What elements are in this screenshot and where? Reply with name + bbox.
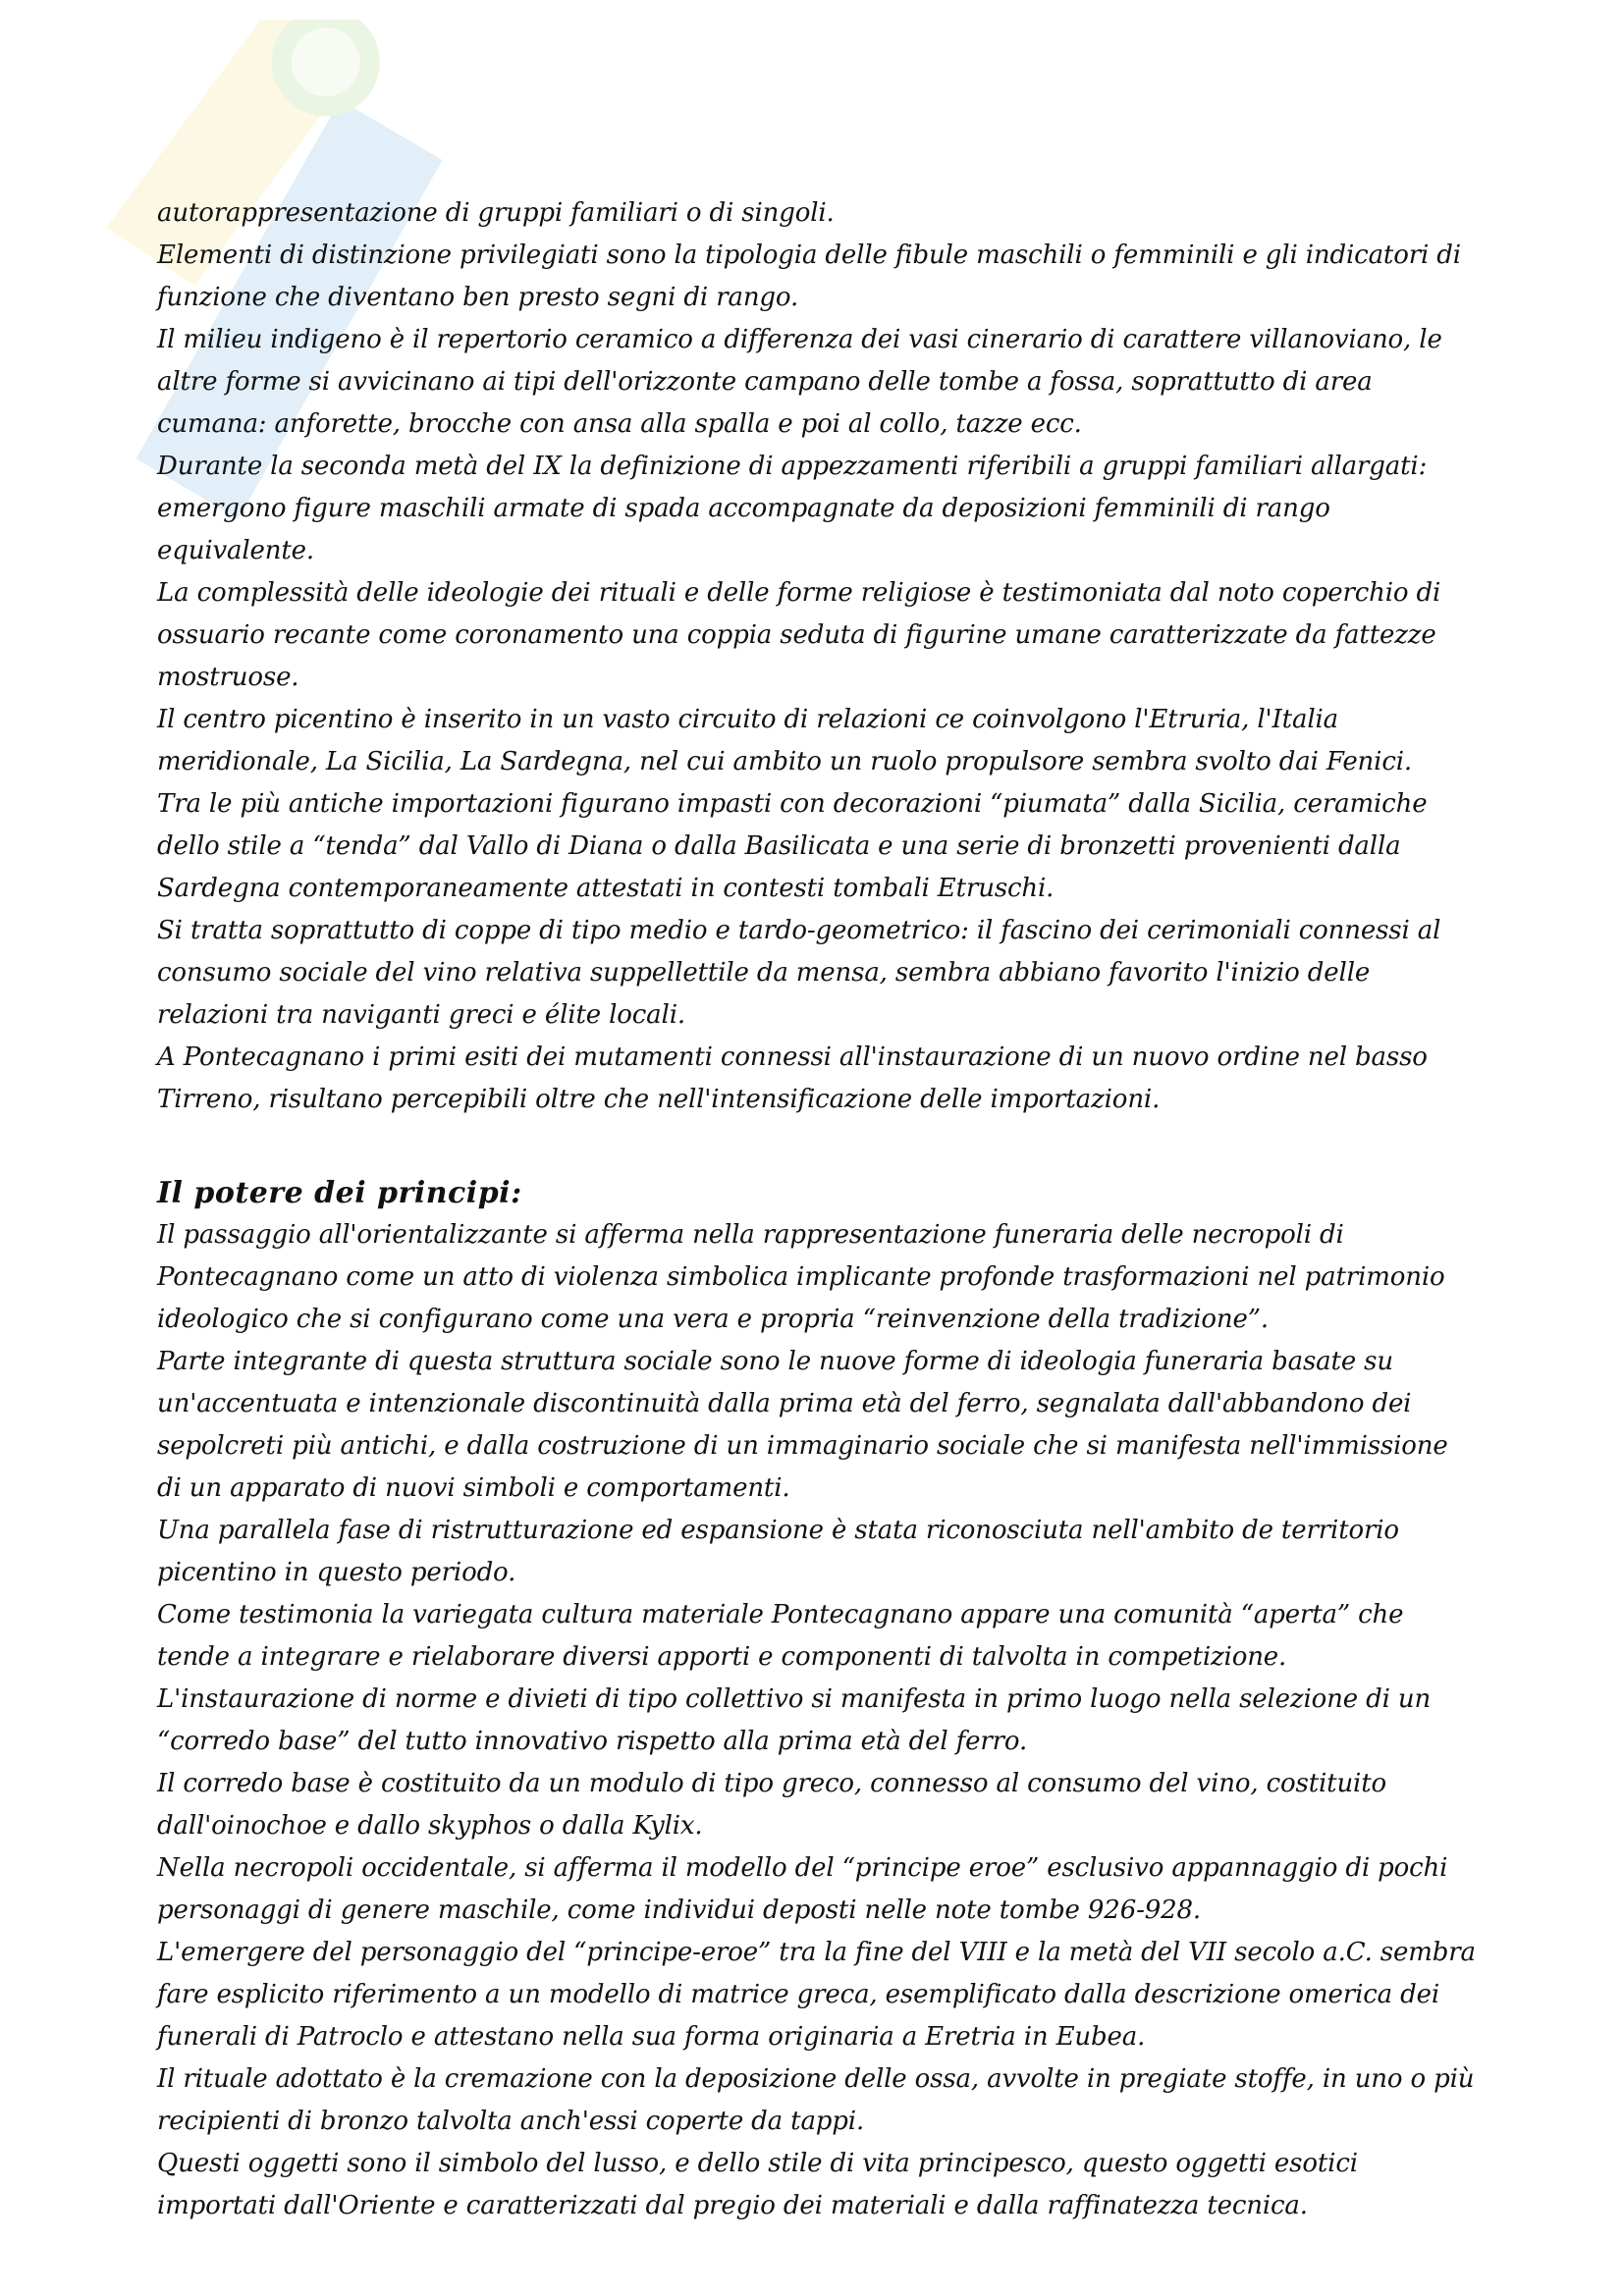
paragraph: Nella necropoli occidentale, si afferma il modello del “principe eroe” esclusivo appannaggio di pochi personaggi di genere maschile, come individui deposti nelle note tombe 926-928.	[157, 1853, 1448, 1925]
paragraph: Una parallela fase di ristrutturazione ed espansione è stata riconosciuta nell'ambito de territorio picentino in questo periodo.	[157, 1516, 1399, 1587]
paragraph: L'emergere del personaggio del “principe-eroe” tra la fine del VIII e la metà del VII secolo a.C. sembra fare esplicito riferimento a un modello di matrice greca, esemplificato dalla descrizione omerica dei funerali di Patroclo e attestano nella sua forma originaria a Eretria in Eubea.	[157, 1938, 1476, 2052]
paragraph: Durante la seconda metà del IX la definizione di appezzamenti riferibili a gruppi familiari allargati: emergono figure maschili armate di spada accompagnate da deposizioni femminili di rango equivalente.	[157, 452, 1428, 565]
paragraph: L'instaurazione di norme e divieti di tipo collettivo si manifesta in primo luogo nella selezione di un “corredo base” del tutto innovativo rispetto alla prima età del ferro.	[157, 1684, 1432, 1756]
paragraph: Tra le più antiche importazioni figurano impasti con decorazioni “piumata” dalla Sicilia, ceramiche dello stile a “tenda” dal Vallo di Diana o dalla Basilicata e una serie di bronzetti provenienti dalla Sardegna contemporaneamente attestati in contesti tombali Etruschi.	[157, 789, 1428, 903]
paragraph: La complessità delle ideologie dei rituali e delle forme religiose è testimoniata dal noto coperchio di ossuario recante come coronamento una coppia seduta di figurine umane caratterizzate da fattezze mostruose.	[157, 578, 1441, 692]
watermark-circle-shape	[278, 20, 373, 110]
section-principi	[157, 1214, 1478, 2227]
paragraph: Il passaggio all'orientalizzante si afferma nella rappresentazione funeraria delle necropoli di Pontecagnano come un atto di violenza simbolica implicante profonde trasformazioni nel patrimonio ideologico che si configurano come una vera e propria “reinvenzione della tradizione”.	[157, 1220, 1445, 1334]
document-page	[157, 192, 1478, 2227]
paragraph: Il corredo base è costituito da un modulo di tipo greco, connesso al consumo del vino, costituito dall'oinochoe e dallo skyphos o dalla Kylix.	[157, 1769, 1387, 1841]
paragraph: Si tratta soprattutto di coppe di tipo medio e tardo-geometrico: il fascino dei cerimoniali connessi al consumo sociale del vino relativa suppellettile da mensa, sembra abbiano favorito l'inizio delle relazioni tra naviganti greci e élite locali.	[157, 916, 1441, 1030]
paragraph: Il milieu indigeno è il repertorio ceramico a differenza dei vasi cinerario di carattere villanoviano, le altre forme si avvicinano ai tipi dell'orizzonte campano delle tombe a fossa, soprattutto di area cumana: anforette, brocche con ansa alla spalla e poi al collo, tazze ecc.	[157, 325, 1442, 439]
paragraph: Il rituale adottato è la cremazione con la deposizione delle ossa, avvolte in pregiate stoffe, in uno o più recipienti di bronzo talvolta anch'essi coperte da tappi.	[157, 2064, 1475, 2136]
paragraph: Come testimonia la variegata cultura materiale Pontecagnano appare una comunità “aperta” che tende a integrare e rielaborare diversi apporti e componenti di talvolta in competizione.	[157, 1600, 1404, 1672]
paragraph: Elementi di distinzione privilegiati sono la tipologia delle fibule maschili o femminili e gli indicatori di funzione che diventano ben presto segni di rango.	[157, 240, 1461, 312]
paragraph: Parte integrante di questa struttura sociale sono le nuove forme di ideologia funeraria basate su un'accentuata e intenzionale discontinuità dalla prima età del ferro, segnalata dall'abbandono dei sepolcreti più antichi, e dalla costruzione di un immaginario sociale che si manifesta nell'immissione di un apparato di nuovi simboli e comportamenti.	[157, 1347, 1448, 1503]
section-heading: Il potere dei principi:	[157, 1176, 522, 1210]
watermark-circle-shape	[250, 20, 401, 137]
section-intro	[157, 192, 1478, 1121]
paragraph: A Pontecagnano i primi esiti dei mutamenti connessi all'instaurazione di un nuovo ordine nel basso Tirreno, risultano percepibili oltre che nell'intensificazione delle importazioni.	[157, 1042, 1428, 1114]
paragraph: Il centro picentino è inserito in un vasto circuito di relazioni ce coinvolgono l'Etruria, l'Italia meridionale, La Sicilia, La Sardegna, nel cui ambito un ruolo propulsore sembra svolto dai Fenici.	[157, 705, 1413, 776]
paragraph: autorappresentazione di gruppi familiari o di singoli.	[157, 198, 835, 228]
paragraph: Questi oggetti sono il simbolo del lusso, e dello stile di vita principesco, questo oggetti esotici importati dall'Oriente e caratterizzati dal pregio dei materiali e dalla raffinatezza tecnica.	[157, 2149, 1358, 2220]
